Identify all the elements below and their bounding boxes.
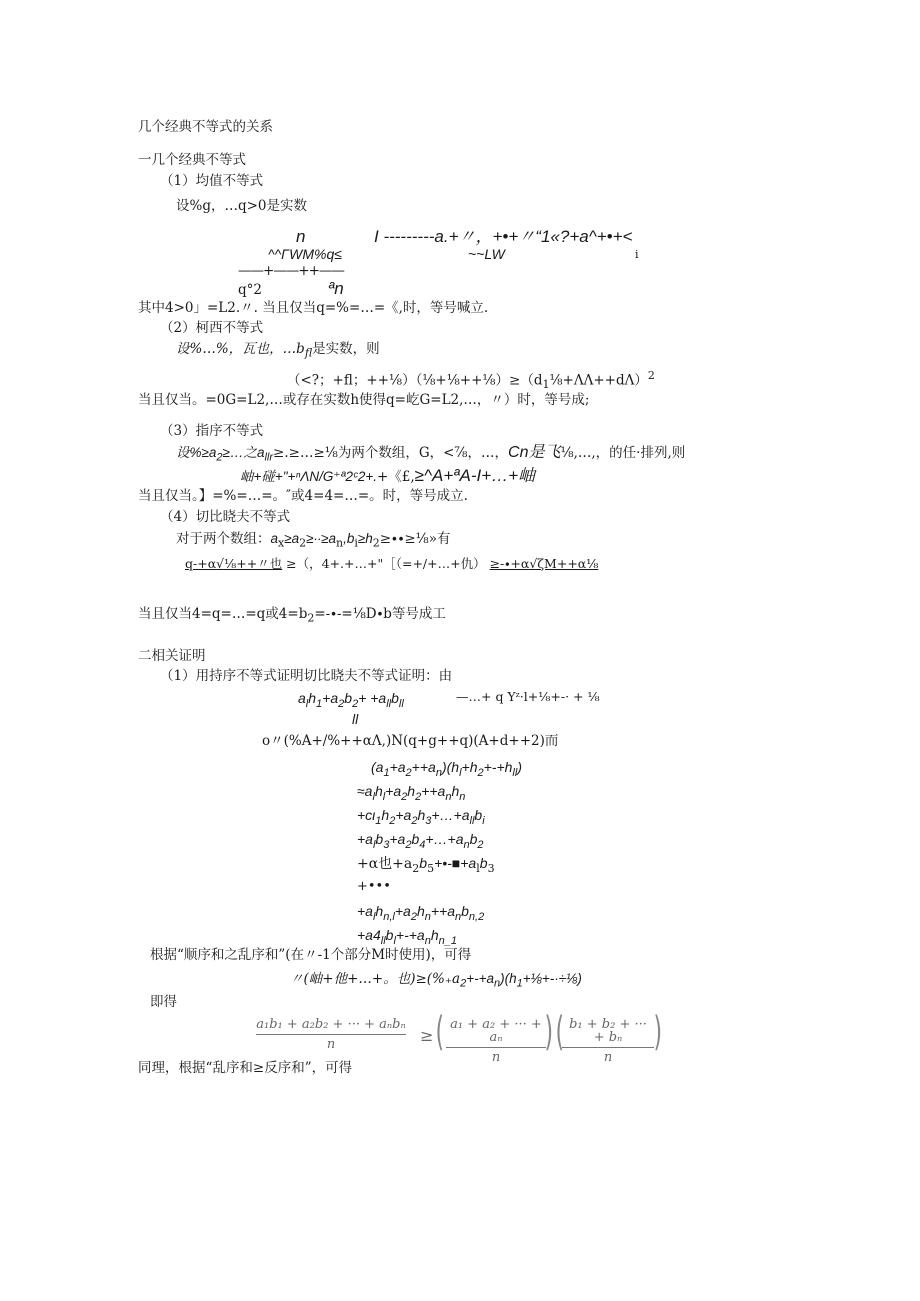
final-right-num: b₁ + b₂ + ··· + bₙ: [562, 1018, 654, 1048]
cheb-premise: 对于两个数组：: [176, 531, 271, 547]
p1-e: b: [391, 690, 399, 706]
rearrangement-premise: [176, 445, 685, 464]
bf-3: )(h: [500, 971, 517, 986]
p1-c: b: [344, 690, 353, 706]
rearr-premise-it2: ≥…之a: [222, 445, 265, 460]
final-left-num: a₁b₁ + a₂b₂ + ··· + aₙbₙ: [256, 1018, 406, 1035]
mean-heading: （1）均值不等式: [160, 173, 264, 189]
r3-c: +a: [389, 831, 406, 847]
bf-sub: 2: [460, 977, 467, 990]
p1-d: + +a: [358, 690, 387, 706]
r4-d: b: [479, 855, 488, 871]
final-mid-num: a₁ + a₂ + ··· + aₙ: [446, 1018, 546, 1048]
cauchy-condition: 当且仅当。=0G=L2,…或存在实数h使得q=屹G=L2,…，〃）时，等号成;: [138, 392, 590, 408]
r3-f: b: [469, 831, 478, 847]
proof-row-1: $\approx a_lh_l+a_2h_2++a_nh_n$: [357, 783, 466, 803]
cheb-premise-sub4: i: [354, 536, 358, 550]
r1-b: h: [374, 783, 383, 799]
cauchy-formula-main: （<?；+fl；++⅛）（⅛+⅛++⅛）≥（d: [287, 372, 543, 389]
r2-c: +a: [395, 807, 412, 823]
mean-formula-an: ªn: [328, 279, 344, 298]
final-mid-fraction: [446, 1018, 546, 1064]
r4-c: +•-■+a: [434, 855, 477, 871]
proof-heading: （1）用持序不等式证明切比晓夫不等式证明：由: [160, 668, 453, 684]
r6-b: h: [375, 903, 384, 919]
r2-b: h: [381, 807, 390, 823]
mean-formula-right: I ---------a.+〃，+•+〃“1«?+a^+•+<: [374, 227, 633, 246]
r4-b: b: [419, 855, 428, 871]
mean-formula-i: i: [635, 248, 639, 261]
cheb-premise-it2: ≥a: [284, 531, 300, 546]
r2-a: +cι: [357, 807, 376, 823]
cauchy-formula-sup: 2: [647, 369, 655, 382]
rearr-premise-cn: Cn是飞: [508, 444, 561, 461]
chebyshev-final-formula: [256, 1009, 664, 1065]
cauchy-formula: [287, 370, 655, 390]
chebyshev-premise: [176, 532, 451, 549]
rearr-premise-it: 设%≥a: [176, 445, 217, 460]
pp-5: +h: [461, 759, 478, 775]
pp-6: +-+h: [483, 759, 513, 775]
final-right-fraction: [562, 1018, 654, 1064]
r1-e: ++a: [421, 783, 446, 799]
r4-a: +α也+a: [357, 856, 413, 872]
rearr-premise-sub2: llr: [264, 451, 274, 464]
proof-line1-right: —…+ q Yᶻ·l+⅛+-· + ⅛: [456, 689, 600, 704]
cheb-premise-it: a: [270, 531, 279, 546]
r3-a: +a: [357, 831, 373, 847]
r1-d: h: [407, 783, 416, 799]
final-right-den: n: [603, 1050, 613, 1065]
proof-row-6: $+a_lh_{n,l}+a_2h_n++a_nb_{n,2}$: [357, 903, 485, 923]
cauchy-formula-tail: ⅛+ΛΛ++dΛ）: [549, 372, 648, 389]
cauchy-premise: [176, 343, 380, 359]
cheb-premise-it3: ≥∙∙≥a: [306, 531, 336, 546]
final-mid-den: n: [491, 1050, 501, 1065]
bf-1: 〃(岫+他+…+。也)≥(%₊a: [290, 971, 461, 987]
r3-b: b: [375, 831, 384, 847]
paren-close-2: ): [653, 1009, 663, 1055]
proof-similarly: 同理，根据“乱序和≥反序和”，可得: [138, 1060, 353, 1076]
rearr-formula-mid: +《£,: [376, 469, 415, 485]
r2-e: +…+a: [431, 807, 470, 823]
r6-d: h: [416, 903, 425, 919]
cauchy-premise-tail: 是实数，则: [312, 341, 380, 357]
section-1-heading: 一几个经典不等式: [138, 152, 246, 168]
r1-a: ≈a: [357, 783, 373, 799]
proof-ll: ll: [352, 711, 359, 727]
cheb-premise-it5: ≥h: [357, 531, 373, 546]
r6-f: b: [461, 903, 469, 919]
mean-formula-rule: ——+——++——: [238, 263, 344, 279]
mean-formula-mid: ~~LW: [468, 246, 505, 262]
bf-sub3: 1: [516, 977, 523, 990]
cheb-formula-c: ≥-∙+α√ζM++α⅛: [489, 556, 599, 571]
r7-a: +a4: [357, 927, 381, 943]
chebyshev-formula: [185, 558, 598, 571]
mean-condition: 其中4>0」=L2.〃. 当且仅当q=%=…=《,时，等号喊立.: [138, 300, 489, 316]
pp-2: +a: [389, 759, 406, 775]
r3-e: +…+a: [425, 831, 464, 847]
cheb-cond: 当且仅当4=q=…=q或4=b: [138, 606, 308, 622]
r6-c: +a: [394, 903, 411, 919]
proof-line1: $a_lh_1+a_2b_2+ +a_{ll}b_{ll}$: [298, 690, 404, 710]
r7-c: +-+a: [395, 927, 425, 943]
rearr-premise-tail: ⅛,…,，的任·排列,则: [560, 445, 686, 461]
cauchy-premise-italic: 设%…%，瓦也，…b: [176, 341, 305, 357]
rearr-premise-mid: ≥.≥…≥⅛为两个数组，G，<⅞，…，: [273, 445, 509, 461]
p1-b: +a: [322, 690, 339, 706]
pp-1: (a: [371, 759, 384, 775]
cauchy-heading: （2）柯西不等式: [160, 320, 264, 336]
final-left-fraction: [256, 1018, 406, 1051]
proof-row-7: $+a4_{ll}b_l+-+a_nh_{n\_1}$: [357, 927, 457, 947]
proof-row-3: $+a_lb_3+a_2b_4+\dots+a_nb_2$: [357, 831, 484, 851]
mean-premise: 设%g，…q>0是实数: [176, 198, 308, 214]
rearrangement-heading: （3）指序不等式: [160, 423, 264, 439]
cheb-premise-tail: ≥∙∙≥⅛»有: [379, 531, 451, 547]
r7-d: h: [430, 927, 439, 943]
proof-row-2: $+c\iota_1h_2+a_2h_3+\dots+a_{ll}b_i$: [357, 807, 485, 827]
r1-f: h: [451, 783, 460, 799]
r7-b: b: [385, 927, 394, 943]
p1-h: h: [308, 690, 317, 706]
r2-d: h: [417, 807, 426, 823]
pp-7: ): [517, 759, 522, 775]
cauchy-formula-sub: 1: [542, 378, 550, 392]
proof-row-4: +α也$+a_2b_5+•-■+a_lb_3$: [357, 855, 495, 875]
proof-product: $(a_1+a_2++a_n)(h_l+h_2+-+h_{ll})$: [371, 759, 522, 779]
proof-row-5: +•••: [357, 879, 391, 894]
final-left-den: n: [326, 1037, 336, 1052]
r3-d: b: [411, 831, 420, 847]
rearr-formula-big: ≥^A+ªA-I+…+岫: [414, 466, 536, 485]
cheb-premise-it4: ,b: [343, 531, 355, 546]
final-geq: ≥: [420, 1026, 434, 1045]
rearr-premise-sub1: 2: [216, 451, 223, 464]
rearrangement-formula: [240, 467, 535, 485]
bf-2: +-+a: [466, 971, 494, 986]
chebyshev-heading: （4）切比晓夫不等式: [160, 509, 291, 525]
r6-a: +a: [357, 903, 373, 919]
rearrangement-condition: 当且仅当。】=%=…=。″或4=4=…=。时，等号成立.: [138, 488, 468, 504]
proof-hence: 即得: [150, 994, 177, 1010]
proof-line-o: o〃(%A+/%++αΛ,)N(q+g++q)(A+d++2)而: [262, 733, 559, 749]
paren-close-1: ): [544, 1009, 554, 1055]
document-title: 几个经典不等式的关系: [138, 119, 273, 135]
cheb-premise-sub5: 2: [372, 536, 380, 550]
cheb-cond-tail: =-∙-=⅛D∙b等号成工: [314, 606, 446, 622]
section-2-heading: 二相关证明: [138, 648, 206, 664]
bf-4: +⅛+-·÷⅛): [522, 971, 582, 986]
paren-open-2: (: [555, 1009, 565, 1055]
cheb-premise-sub: x: [278, 536, 285, 550]
proof-basis-formula: [290, 972, 582, 990]
proof-basis: 根据“顺序和之乱序和”(在〃-1个部分M时使用)，可得: [150, 947, 472, 963]
cheb-formula-b: ≥（，4+.+…+"［（=+/+…+仇）: [286, 556, 486, 571]
cheb-cond-sub: 2: [307, 611, 315, 625]
mean-formula-n: n: [296, 227, 306, 246]
r2-f: b: [474, 807, 483, 823]
pp-4: )(h: [441, 759, 460, 775]
mean-formula-left: ^^ΓWM%q≤: [268, 246, 342, 262]
cheb-formula-a: q-+α√⅛++〃也: [185, 556, 283, 571]
r6-e: ++a: [430, 903, 455, 919]
paren-open-1: (: [435, 1009, 445, 1055]
rearr-formula-it: 岫+碰+"+ⁿΛN/G⁺ª2ᶜ2+.: [240, 469, 377, 484]
bf-sub2: n: [493, 977, 501, 990]
mean-formula-q2: q°2: [238, 282, 262, 298]
cauchy-premise-sub: fl: [304, 346, 313, 360]
p1-a: a: [298, 690, 306, 706]
r1-c: +a: [385, 783, 402, 799]
cheb-premise-sub3: n: [335, 536, 344, 550]
pp-3: ++a: [411, 759, 436, 775]
chebyshev-condition: [138, 608, 446, 624]
cheb-premise-sub2: 2: [299, 536, 307, 550]
